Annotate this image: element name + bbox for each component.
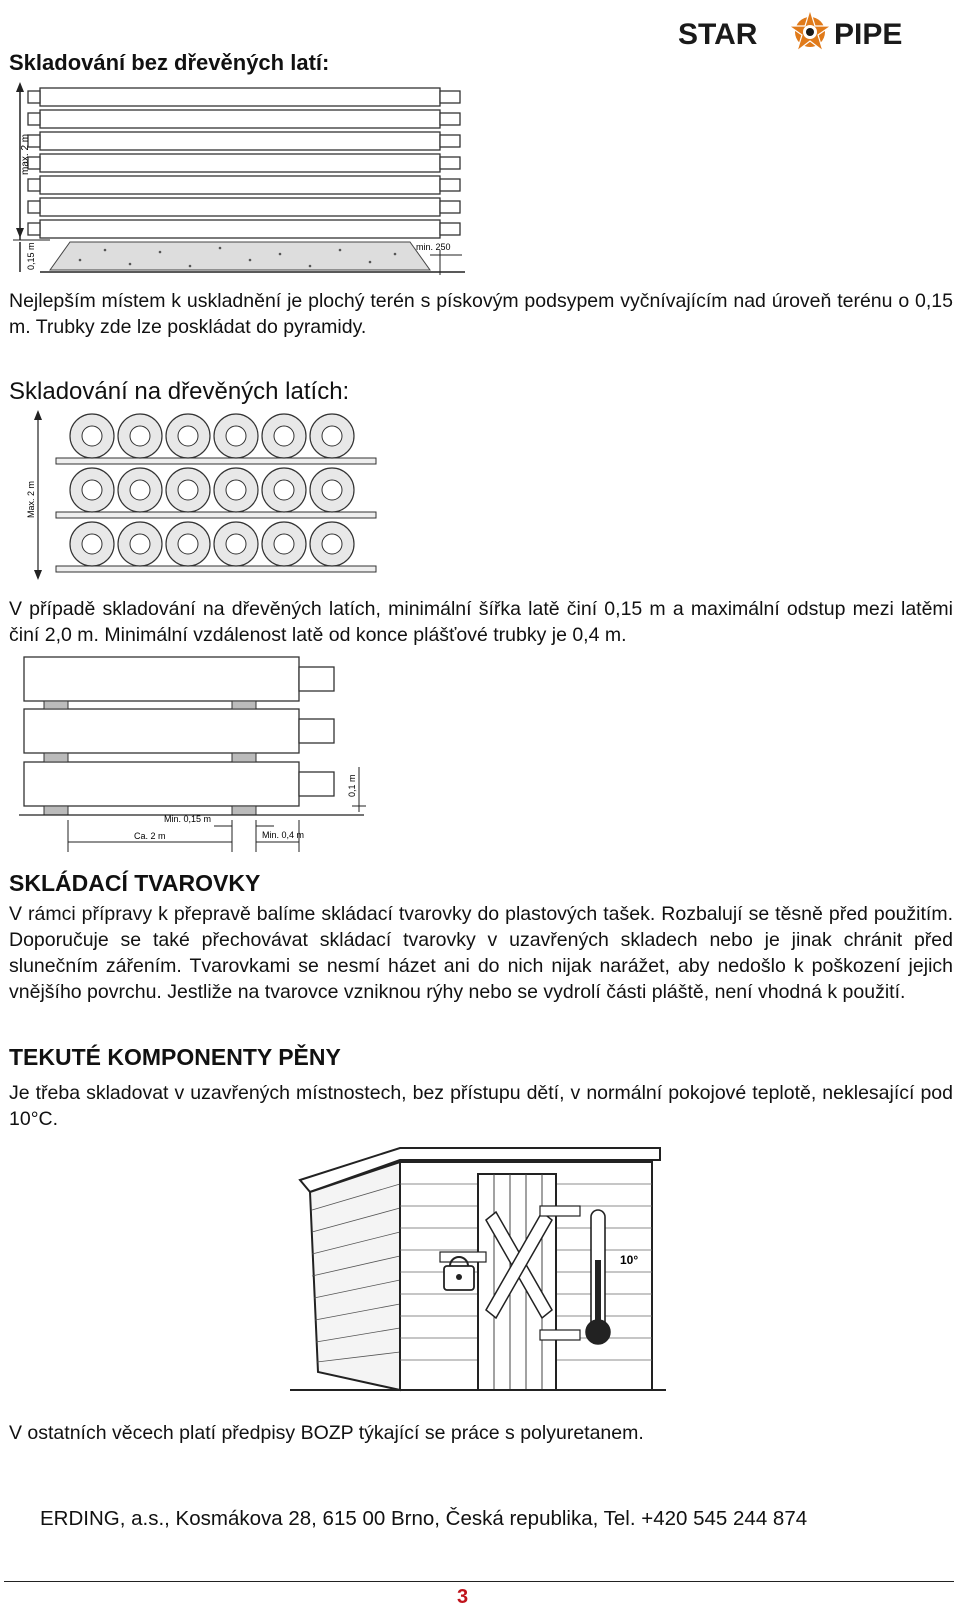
label-min-height: 0,15 m	[26, 242, 36, 270]
logo-text-right: PIPE	[834, 18, 903, 51]
thermometer-label: 10°	[620, 1253, 639, 1267]
logo-star-icon	[789, 10, 831, 51]
section-title-no-battens: Skladování bez dřevěných latí:	[9, 50, 330, 75]
paragraph-foam: Je třeba skladovat v uzavřených místnostech, bez přístupu dětí, v normální pokojové teplotě, neklesající pod 10°C.	[9, 1082, 953, 1130]
label-min-distance: Min. 0,4 m	[262, 830, 305, 840]
section-title-fittings: SKLÁDACÍ TVAROVKY	[9, 870, 261, 896]
section-title-on-battens: Skladování na dřevěných latích:	[9, 378, 350, 405]
starpipe-logo	[678, 8, 938, 56]
figure-pipes-on-battens-side	[14, 652, 370, 857]
figure-pipes-on-sand	[10, 80, 470, 280]
footer-divider	[4, 1581, 954, 1582]
figure-pipes-on-battens-front	[10, 408, 380, 583]
label-batten-height: 0,1 m	[347, 774, 357, 797]
label-min-overhang: min. 250	[416, 242, 451, 252]
page-number: 3	[457, 1586, 469, 1608]
logo-text-left: STAR	[678, 18, 758, 51]
paragraph-fittings: V rámci přípravy k přepravě balíme skládací tvarovky do plastových tašek. Rozbalují se těsně před použitím. Doporučuje se také přechovávat skládací tvarovky v uzavřených skladech nebo je jinak chránit před slunečním zářením. Tvarovkami se nesmí házet ani do nich nijak narážet, aby nedošlo k poškození jejich vnějšího povrchu. Jestliže na tvarovce vzniknou rýhy nebo se vydrolí části pláště, není vhodná k použití.	[9, 903, 953, 1003]
paragraph-no-battens: Nejlepším místem k uskladnění je plochý terén s pískovým podsypem vyčnívajícím nad úroveň terénu o 0,15 m. Trubky zde lze poskládat do pyramidy.	[9, 290, 953, 338]
label-min-width: Min. 0,15 m	[164, 814, 212, 824]
paragraph-on-battens: V případě skladování na dřevěných latích, minimální šířka latě činí 0,15 m a maximální odstup mezi latěmi činí 2,0 m. Minimální vzdálenost latě od konce plášťové trubky je 0,4 m.	[9, 598, 953, 646]
figure-storage-shed	[290, 1140, 670, 1395]
label-max-height-battens: Max. 2 m	[26, 480, 36, 518]
paragraph-closing: V ostatních věcech platí předpisy BOZP týkající se práce s polyuretanem.	[9, 1422, 644, 1444]
label-spacing: Ca. 2 m	[134, 831, 166, 841]
label-max-height: max. 2 m	[20, 133, 31, 175]
section-title-foam: TEKUTÉ KOMPONENTY PĚNY	[9, 1044, 341, 1070]
footer-address: ERDING, a.s., Kosmákova 28, 615 00 Brno, Česká republika, Tel. +420 545 244 874	[40, 1507, 808, 1530]
